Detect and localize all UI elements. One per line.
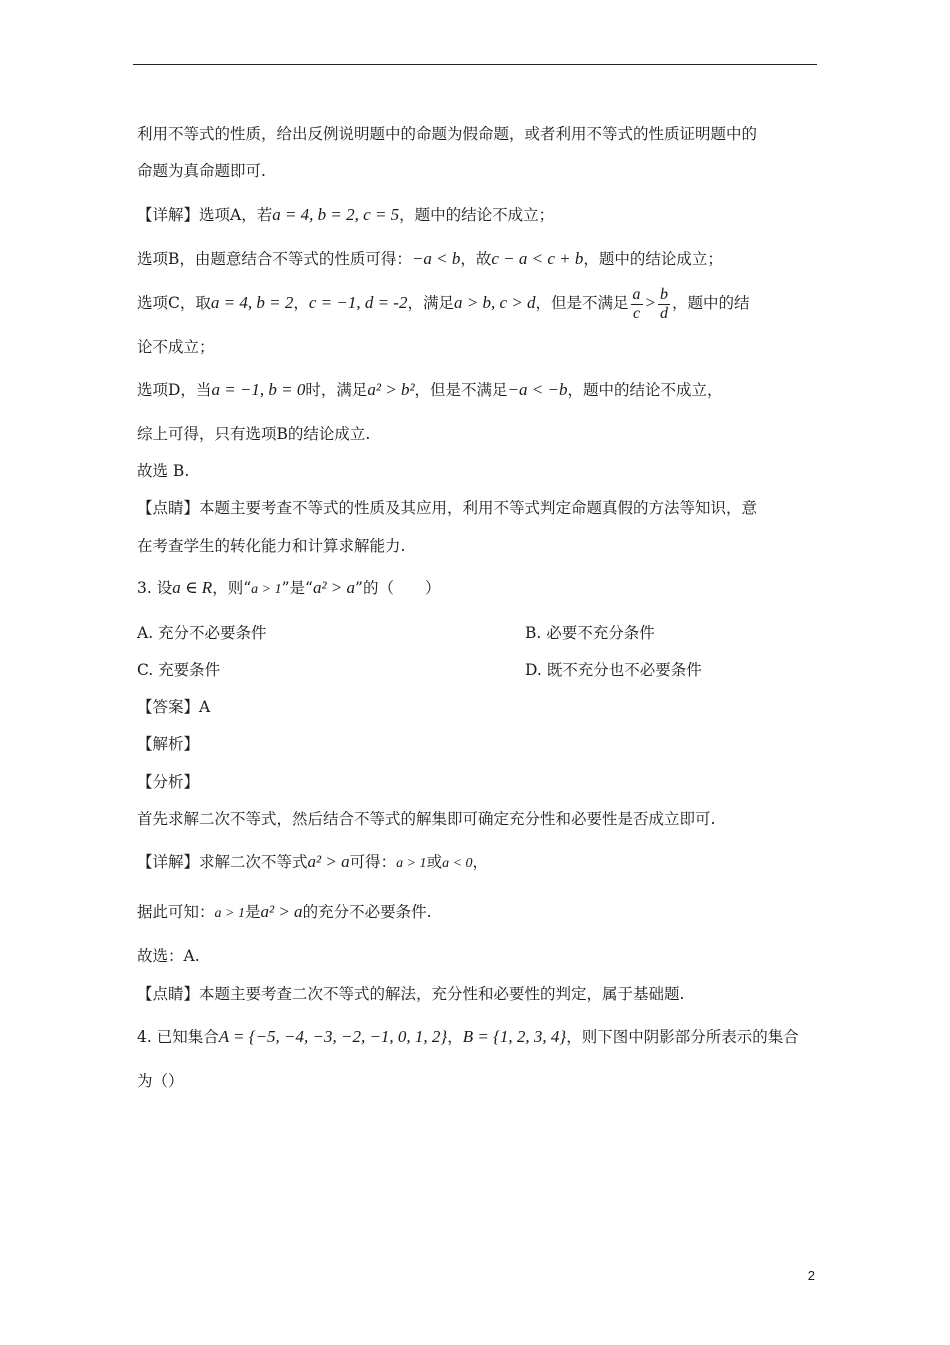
text-line: 命题为真命题即可. [137, 162, 266, 180]
detail-line: 【详解】求解二次不等式a² > a可得：a > 1或a < 0， [137, 852, 489, 871]
answer-label: 【答案】A [137, 698, 211, 716]
fraction-b-over-d: $\frac{b}{d}$ [659, 285, 668, 322]
fenxi-label: 【分析】 [137, 773, 200, 791]
text-line: 故选：A. [137, 947, 200, 965]
question-4: 4. 已知集合A = {−5, −4, −3, −2, −1, 0, 1, 2}，B = {1, 2, 3, 4}，则下图中阴影部分所表示的集合 [137, 1027, 799, 1046]
option-d-line: 选项D，当a = −1, b = 0时，满足a² > b²，但是不满足−a < −b，题中的结论不成立， [137, 380, 723, 399]
fraction-a-over-c: $\frac{a}{c}$ [632, 285, 641, 322]
option-d: D. 既不充分也不必要条件 [525, 661, 702, 679]
page-number: 2 [807, 1268, 815, 1283]
text-line: 利用不等式的性质，给出反例说明题中的命题为假命题，或者利用不等式的性质证明题中的 [137, 125, 758, 143]
text-line: 【点睛】本题主要考查二次不等式的解法，充分性和必要性的判定，属于基础题. [137, 985, 685, 1003]
text-line: 首先求解二次不等式，然后结合不等式的解集即可确定充分性和必要性是否成立即可. [137, 810, 716, 828]
header-rule [133, 64, 817, 65]
text-line: 论不成立； [137, 338, 215, 356]
analysis-label: 【解析】 [137, 735, 200, 753]
question-3: 3. 设a ∈ R，则“a > 1”是“a² > a”的（ ） [137, 578, 441, 597]
text-line: 综上可得，只有选项B的结论成立. [137, 425, 371, 443]
text-line: 为（） [137, 1072, 184, 1090]
option-b: B. 必要不充分条件 [525, 624, 655, 642]
option-b-line: 选项B，由题意结合不等式的性质可得：−a < b，故c − a < c + b，题中的结论成立； [137, 249, 723, 268]
text-line: 故选 B. [137, 462, 190, 480]
option-a: A. 充分不必要条件 [137, 624, 267, 642]
conclusion-line: 据此可知：a > 1是a² > a的充分不必要条件. [137, 902, 432, 921]
option-c-line: 选项C，取a = 4, b = 2，c = −1, d = -2，满足a > b, c > d，但是不满足 $\frac{a}{c}$ > $\frac{b}{d}$ ，题中的结 [137, 285, 750, 322]
option-c: C. 充要条件 [137, 661, 221, 679]
detail-line: 【详解】选项A，若a = 4, b = 2, c = 5，题中的结论不成立； [137, 205, 555, 224]
text-line: 【点睛】本题主要考查不等式的性质及其应用，利用不等式判定命题真假的方法等知识，意 [137, 499, 758, 517]
text-line: 在考查学生的转化能力和计算求解能力. [137, 537, 406, 555]
